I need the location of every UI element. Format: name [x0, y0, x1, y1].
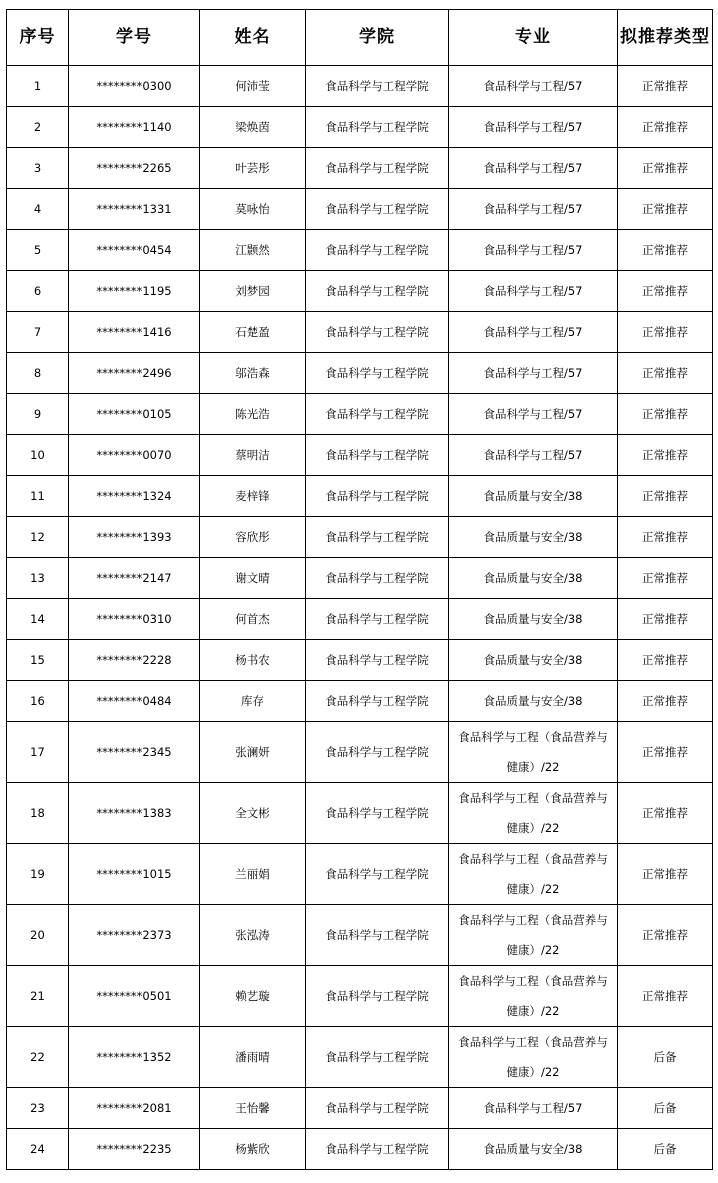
cell-name: 邬浩森 [200, 353, 306, 394]
cell-major: 食品质量与安全/38 [449, 640, 618, 681]
major-line-2: 健康）/22 [506, 821, 560, 835]
table-row [7, 1129, 713, 1170]
table-row [7, 905, 713, 966]
cell-name: 麦梓锋 [200, 476, 306, 517]
cell-major: 食品科学与工程/57 [449, 394, 618, 435]
cell-name: 杨书农 [200, 640, 306, 681]
cell-recommend-type: 后备 [618, 1027, 713, 1088]
cell-college: 食品科学与工程学院 [306, 640, 449, 681]
cell-college: 食品科学与工程学院 [306, 66, 449, 107]
table-row [7, 107, 713, 148]
table-row [7, 783, 713, 844]
cell-name: 江颢然 [200, 230, 306, 271]
cell-index: 1 [7, 66, 69, 107]
cell-student-id: ********2265 [69, 148, 200, 189]
cell-major: 食品科学与工程/57 [449, 66, 618, 107]
cell-college: 食品科学与工程学院 [306, 966, 449, 1027]
cell-major: 食品科学与工程/57 [449, 189, 618, 230]
cell-major [449, 966, 618, 1027]
cell-college: 食品科学与工程学院 [306, 189, 449, 230]
cell-college: 食品科学与工程学院 [306, 107, 449, 148]
major-line-2: 健康）/22 [506, 1065, 560, 1079]
cell-recommend-type: 正常推荐 [618, 435, 713, 476]
cell-college: 食品科学与工程学院 [306, 905, 449, 966]
cell-student-id: ********2235 [69, 1129, 200, 1170]
cell-student-id: ********2373 [69, 905, 200, 966]
table-row [7, 476, 713, 517]
cell-student-id: ********2345 [69, 722, 200, 783]
cell-recommend-type: 后备 [618, 1129, 713, 1170]
cell-name: 全文彬 [200, 783, 306, 844]
cell-college: 食品科学与工程学院 [306, 230, 449, 271]
table-row [7, 517, 713, 558]
cell-index: 4 [7, 189, 69, 230]
major-line-1: 食品科学与工程（食品营养与 [458, 1035, 608, 1049]
recommendation-table [6, 9, 713, 1170]
cell-student-id: ********0310 [69, 599, 200, 640]
cell-student-id: ********2496 [69, 353, 200, 394]
cell-recommend-type: 正常推荐 [618, 722, 713, 783]
cell-recommend-type: 正常推荐 [618, 558, 713, 599]
cell-major [449, 844, 618, 905]
cell-name: 谢文晴 [200, 558, 306, 599]
cell-name: 赖艺璇 [200, 966, 306, 1027]
cell-college: 食品科学与工程学院 [306, 1027, 449, 1088]
cell-name: 王怡馨 [200, 1088, 306, 1129]
major-line-2: 健康）/22 [506, 1004, 560, 1018]
cell-major: 食品质量与安全/38 [449, 1129, 618, 1170]
cell-index: 3 [7, 148, 69, 189]
cell-major: 食品质量与安全/38 [449, 681, 618, 722]
cell-index: 16 [7, 681, 69, 722]
cell-recommend-type: 正常推荐 [618, 640, 713, 681]
cell-index: 7 [7, 312, 69, 353]
cell-college: 食品科学与工程学院 [306, 558, 449, 599]
cell-student-id: ********0300 [69, 66, 200, 107]
cell-college: 食品科学与工程学院 [306, 722, 449, 783]
cell-student-id: ********1331 [69, 189, 200, 230]
table-row [7, 640, 713, 681]
cell-recommend-type: 正常推荐 [618, 844, 713, 905]
header-index: 序号 [7, 10, 69, 66]
cell-name: 潘雨晴 [200, 1027, 306, 1088]
table-row [7, 271, 713, 312]
cell-student-id: ********2147 [69, 558, 200, 599]
major-line-2: 健康）/22 [506, 882, 560, 896]
cell-recommend-type: 正常推荐 [618, 394, 713, 435]
cell-recommend-type: 正常推荐 [618, 271, 713, 312]
cell-major: 食品科学与工程/57 [449, 1088, 618, 1129]
cell-recommend-type: 正常推荐 [618, 517, 713, 558]
cell-college: 食品科学与工程学院 [306, 599, 449, 640]
cell-name: 容欣彤 [200, 517, 306, 558]
table-row [7, 722, 713, 783]
cell-name: 何沛莹 [200, 66, 306, 107]
cell-recommend-type: 正常推荐 [618, 66, 713, 107]
cell-recommend-type: 正常推荐 [618, 599, 713, 640]
cell-index: 6 [7, 271, 69, 312]
cell-major [449, 905, 618, 966]
header-recommend-type: 拟推荐类型 [618, 10, 713, 66]
cell-index: 11 [7, 476, 69, 517]
cell-index: 10 [7, 435, 69, 476]
header-major: 专业 [449, 10, 618, 66]
cell-index: 22 [7, 1027, 69, 1088]
cell-major [449, 722, 618, 783]
cell-student-id: ********0501 [69, 966, 200, 1027]
cell-college: 食品科学与工程学院 [306, 1129, 449, 1170]
cell-index: 21 [7, 966, 69, 1027]
cell-index: 23 [7, 1088, 69, 1129]
table-row [7, 966, 713, 1027]
cell-student-id: ********1015 [69, 844, 200, 905]
cell-recommend-type: 正常推荐 [618, 148, 713, 189]
major-line-1: 食品科学与工程（食品营养与 [458, 730, 608, 744]
cell-college: 食品科学与工程学院 [306, 394, 449, 435]
cell-name: 石楚盈 [200, 312, 306, 353]
cell-college: 食品科学与工程学院 [306, 681, 449, 722]
cell-name: 蔡明洁 [200, 435, 306, 476]
cell-student-id: ********1393 [69, 517, 200, 558]
cell-index: 15 [7, 640, 69, 681]
cell-recommend-type: 正常推荐 [618, 966, 713, 1027]
cell-college: 食品科学与工程学院 [306, 312, 449, 353]
cell-index: 14 [7, 599, 69, 640]
cell-name: 杨紫欣 [200, 1129, 306, 1170]
table-row [7, 230, 713, 271]
cell-major: 食品科学与工程/57 [449, 107, 618, 148]
major-line-2: 健康）/22 [506, 760, 560, 774]
cell-college: 食品科学与工程学院 [306, 476, 449, 517]
cell-major: 食品科学与工程/57 [449, 230, 618, 271]
major-line-1: 食品科学与工程（食品营养与 [458, 974, 608, 988]
cell-index: 20 [7, 905, 69, 966]
cell-student-id: ********1383 [69, 783, 200, 844]
table-row [7, 66, 713, 107]
cell-name: 何首杰 [200, 599, 306, 640]
cell-index: 5 [7, 230, 69, 271]
major-line-1: 食品科学与工程（食品营养与 [458, 913, 608, 927]
table-row [7, 1027, 713, 1088]
table-row [7, 599, 713, 640]
cell-name: 莫咏怡 [200, 189, 306, 230]
header-college: 学院 [306, 10, 449, 66]
cell-college: 食品科学与工程学院 [306, 783, 449, 844]
cell-recommend-type: 后备 [618, 1088, 713, 1129]
cell-name: 叶芸彤 [200, 148, 306, 189]
cell-name: 梁焕茵 [200, 107, 306, 148]
cell-index: 18 [7, 783, 69, 844]
major-line-2: 健康）/22 [506, 943, 560, 957]
header-name: 姓名 [200, 10, 306, 66]
table-row [7, 189, 713, 230]
cell-student-id: ********0484 [69, 681, 200, 722]
table-row [7, 1088, 713, 1129]
table-header-row [7, 10, 713, 66]
cell-major: 食品质量与安全/38 [449, 558, 618, 599]
cell-student-id: ********0454 [69, 230, 200, 271]
cell-college: 食品科学与工程学院 [306, 844, 449, 905]
cell-major: 食品科学与工程/57 [449, 148, 618, 189]
table-row [7, 558, 713, 599]
cell-student-id: ********1140 [69, 107, 200, 148]
cell-name: 兰丽娟 [200, 844, 306, 905]
table-row [7, 435, 713, 476]
cell-index: 9 [7, 394, 69, 435]
header-student-id: 学号 [69, 10, 200, 66]
cell-index: 17 [7, 722, 69, 783]
cell-student-id: ********1352 [69, 1027, 200, 1088]
cell-major: 食品科学与工程/57 [449, 271, 618, 312]
cell-name: 陈光浩 [200, 394, 306, 435]
cell-student-id: ********1195 [69, 271, 200, 312]
cell-recommend-type: 正常推荐 [618, 353, 713, 394]
cell-student-id: ********0070 [69, 435, 200, 476]
table-row [7, 312, 713, 353]
cell-college: 食品科学与工程学院 [306, 148, 449, 189]
cell-recommend-type: 正常推荐 [618, 107, 713, 148]
cell-college: 食品科学与工程学院 [306, 517, 449, 558]
table-row [7, 681, 713, 722]
cell-recommend-type: 正常推荐 [618, 230, 713, 271]
table-row [7, 394, 713, 435]
cell-recommend-type: 正常推荐 [618, 476, 713, 517]
cell-student-id: ********1416 [69, 312, 200, 353]
cell-recommend-type: 正常推荐 [618, 312, 713, 353]
cell-student-id: ********2228 [69, 640, 200, 681]
cell-index: 24 [7, 1129, 69, 1170]
cell-recommend-type: 正常推荐 [618, 905, 713, 966]
major-line-1: 食品科学与工程（食品营养与 [458, 852, 608, 866]
cell-major: 食品质量与安全/38 [449, 517, 618, 558]
major-line-1: 食品科学与工程（食品营养与 [458, 791, 608, 805]
cell-index: 13 [7, 558, 69, 599]
cell-major [449, 1027, 618, 1088]
cell-major [449, 783, 618, 844]
cell-name: 刘梦园 [200, 271, 306, 312]
cell-major: 食品科学与工程/57 [449, 435, 618, 476]
cell-index: 19 [7, 844, 69, 905]
cell-index: 2 [7, 107, 69, 148]
table-row [7, 148, 713, 189]
cell-name: 库存 [200, 681, 306, 722]
cell-student-id: ********0105 [69, 394, 200, 435]
cell-major: 食品科学与工程/57 [449, 312, 618, 353]
cell-college: 食品科学与工程学院 [306, 435, 449, 476]
cell-index: 8 [7, 353, 69, 394]
cell-recommend-type: 正常推荐 [618, 681, 713, 722]
cell-college: 食品科学与工程学院 [306, 353, 449, 394]
cell-recommend-type: 正常推荐 [618, 783, 713, 844]
cell-student-id: ********1324 [69, 476, 200, 517]
table-row [7, 844, 713, 905]
cell-major: 食品科学与工程/57 [449, 353, 618, 394]
table-row [7, 353, 713, 394]
cell-college: 食品科学与工程学院 [306, 271, 449, 312]
cell-student-id: ********2081 [69, 1088, 200, 1129]
cell-index: 12 [7, 517, 69, 558]
cell-college: 食品科学与工程学院 [306, 1088, 449, 1129]
cell-name: 张澜妍 [200, 722, 306, 783]
cell-name: 张泓涛 [200, 905, 306, 966]
recommendation-table-container [6, 9, 713, 1170]
cell-recommend-type: 正常推荐 [618, 189, 713, 230]
cell-major: 食品质量与安全/38 [449, 476, 618, 517]
cell-major: 食品质量与安全/38 [449, 599, 618, 640]
